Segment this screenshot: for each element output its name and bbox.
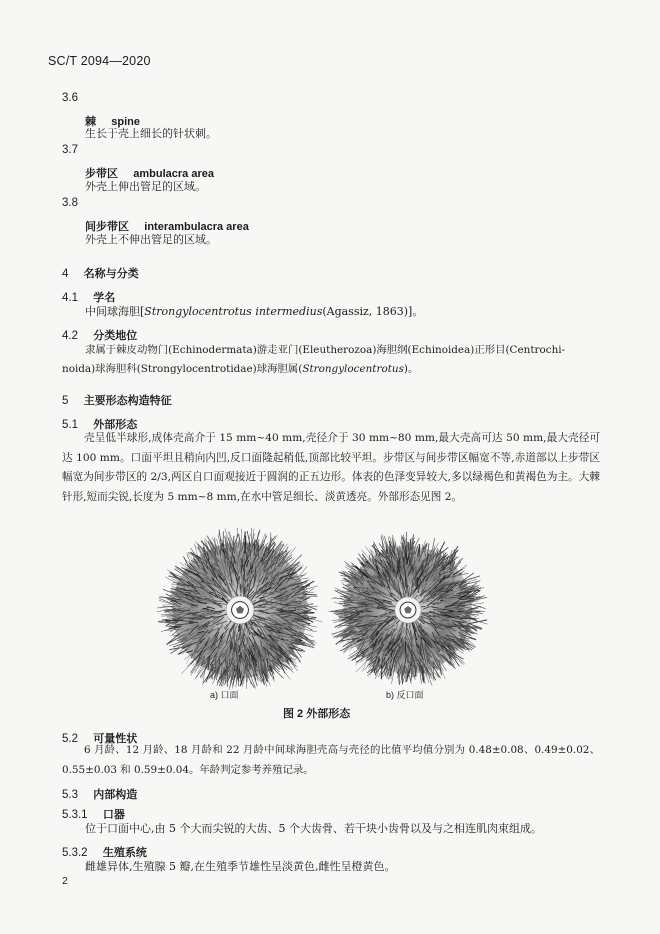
term-en: interambulacra area — [144, 221, 249, 233]
sea-urchin-aboral-view — [329, 532, 488, 685]
definition-3-6: 生长于壳上细长的针状刺。 — [85, 127, 217, 140]
mouthparts-text: 位于口面中心,由 5 个大而尖锐的大齿、5 个大齿骨、若干块小齿骨以及与之相连肌肉束组成。 — [85, 822, 542, 835]
taxonomy-line-1: 隶属于棘皮动物门(Echinodermata)游走亚门(Eleutherozoa)海胆纲(Echinoidea)正形目(Centrochi- — [85, 344, 566, 356]
taxonomy-line-2: noida)球海胆科(Strongylocentrotidae)球海胆属(Strongylocentrotus)。 — [62, 363, 419, 375]
genus-name: Strongylocentrotus — [302, 363, 404, 375]
section-heading-5: 5 主要形态构造特征 — [62, 395, 172, 407]
figure-title: 图 2 外部形态 — [283, 708, 351, 720]
figure-caption-b: b) 反口面 — [386, 690, 424, 700]
term-cn: 棘 — [85, 116, 96, 128]
definition-3-8: 外壳上不伸出管足的区域。 — [85, 233, 217, 246]
term-3-7 — [85, 162, 214, 181]
term-en: ambulacra area — [133, 168, 214, 180]
scientific-name: Strongylocentrotus intermedius — [144, 305, 323, 318]
scientific-name-text: 中间球海胆[Strongylocentrotus intermedius(Agassiz, 1863)]。 — [85, 305, 424, 318]
section-heading-4-2: 4.2 分类地位 — [62, 330, 138, 342]
term-cn: 间步带区 — [85, 221, 129, 233]
term-en: spine — [111, 116, 140, 128]
section-heading-4-1: 4.1 学名 — [62, 292, 116, 304]
page-number: 2 — [62, 875, 68, 887]
section-number-3-8: 3.8 — [62, 197, 78, 209]
definition-3-7: 外壳上伸出管足的区域。 — [85, 180, 206, 193]
reproductive-system-text: 雌雄异体,生殖腺 5 瓣,在生殖季节雄性呈淡黄色,雌性呈橙黄色。 — [85, 860, 396, 873]
measurable-traits-paragraph: 6 月龄、12 月龄、18 月龄和 22 月龄中间球海胆壳高与壳径的比值平均值分别为 0.48±0.08、0.49±0.02、0.55±0.03 和 0.59±0.04。年龄判定参考养殖记录。 — [62, 744, 600, 776]
section-heading-5-3-2: 5.3.2 生殖系统 — [62, 847, 147, 859]
external-morphology-paragraph: 壳呈低半球形,成体壳高介于 15 mm~40 mm,壳径介于 30 mm~80 mm,最大壳高可达 50 mm,最大壳径可达 100 mm。口面平坦且稍向内凹,反口面隆起稍低,顶部比较平坦。步带区与间步带区幅宽不等,赤道部以上步带区幅宽为间步带区的 2/3,两区自口面观接近于圆润的正五边形。体表的色泽变异较大,多以绿褐色和黄褐色为主。大棘针形,短而尖锐,长度为 5 mm~8 mm,在水中管足细长、淡黄透亮。外部形态见图 2。 — [62, 432, 600, 503]
section-number-3-7: 3.7 — [62, 144, 78, 156]
section-heading-5-3: 5.3 内部构造 — [62, 789, 138, 801]
sea-urchin-oral-view — [157, 528, 322, 690]
term-3-8 — [85, 215, 249, 234]
figure-2-illustration — [150, 528, 510, 700]
term-cn: 步带区 — [85, 168, 118, 180]
figure-caption-a: a) 口面 — [210, 690, 239, 700]
section-heading-4: 4 名称与分类 — [62, 268, 139, 280]
section-heading-5-1: 5.1 外部形态 — [62, 419, 138, 431]
section-heading-5-3-1: 5.3.1 口器 — [62, 809, 125, 821]
section-heading-5-2: 5.2 可量性状 — [62, 733, 138, 745]
section-number-3-6: 3.6 — [62, 92, 78, 104]
standard-number: SC/T 2094—2020 — [48, 54, 151, 68]
